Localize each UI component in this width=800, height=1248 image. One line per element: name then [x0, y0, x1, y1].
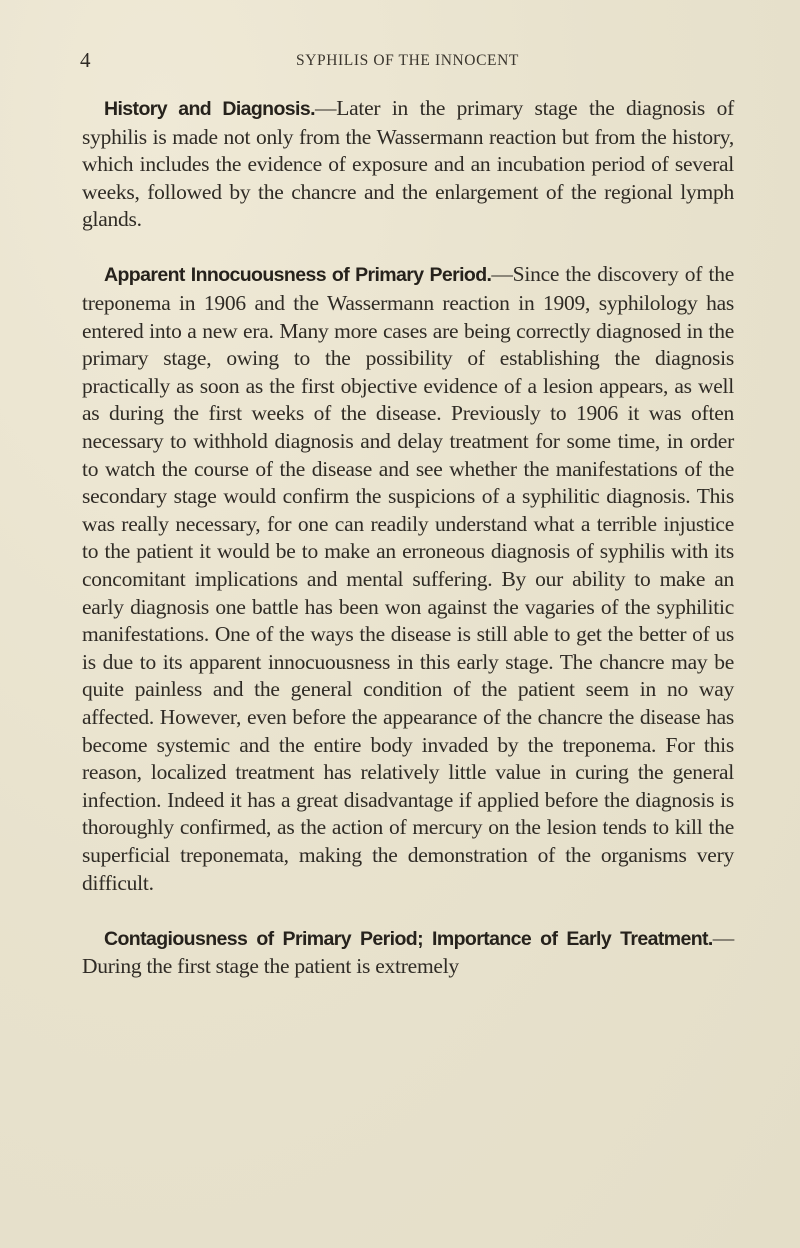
section-heading: Contagiousness of Primary Period; Importance of Early Treatment.: [104, 927, 713, 950]
paragraph-text: —During the first stage the patient is extremely: [82, 925, 734, 979]
running-head: [80, 46, 735, 74]
page-number: 4: [80, 48, 91, 72]
section-heading: Apparent Innocuousness of Primary Period.: [104, 264, 492, 287]
paragraph-history-and-diagnosis: [82, 95, 734, 234]
paragraph-text: —Later in the primary stage the diagnosis of syphilis is made not only from the Wassermann reaction but from the history, which includes the evidence of exposure and an incubation period of several weeks, followed by the chancre and the enlargement of the regional lymph glands.: [82, 96, 734, 232]
body-text: [82, 95, 734, 981]
running-title: SYPHILIS OF THE INNOCENT: [296, 52, 519, 69]
paragraph-text: —Since the discovery of the treponema in 1906 and the Wassermann reaction in 1909, syphilology has entered into a new era. Many more cases are being correctly diagnosed in the primary stage, owing to the possibility of establishing the diagnosis practically as soon as the first objective evidence of a lesion appears, as well as during the first weeks of the disease. Previously to 1906 it was often necessary to withhold diagnosis and delay treatment for some time, in order to watch the course of the disease and see whether the manifestations of the secondary stage would confirm the suspicions of a syphilitic diagnosis. This was really necessary, for one can readily understand what a terrible injustice to the patient it would be to make an erroneous diagnosis of syphilis with its concomitant implications and mental suffering. By our ability to make an early diagnosis one battle has been won against the vagaries of the syphilitic manifestations. One of the ways the disease is still able to get the better of us is due to its apparent innocuousness in this early stage. The chancre may be quite painless and the general condition of the patient seem in no way affected. However, even before the appearance of the chancre the disease has become systemic and the entire body invaded by the treponema. For this reason, localized treatment has relatively little value in curing the general infection. Indeed it has a great disadvantage if applied before the diagnosis is thoroughly confirmed, as the action of mercury on the lesion tends to kill the superficial treponemata, making the demonstration of the organisms very difficult.: [82, 262, 734, 895]
section-heading: History and Diagnosis.: [104, 98, 315, 120]
paragraph-contagiousness: [82, 925, 734, 981]
paragraph-apparent-innocuousness: [82, 261, 734, 897]
